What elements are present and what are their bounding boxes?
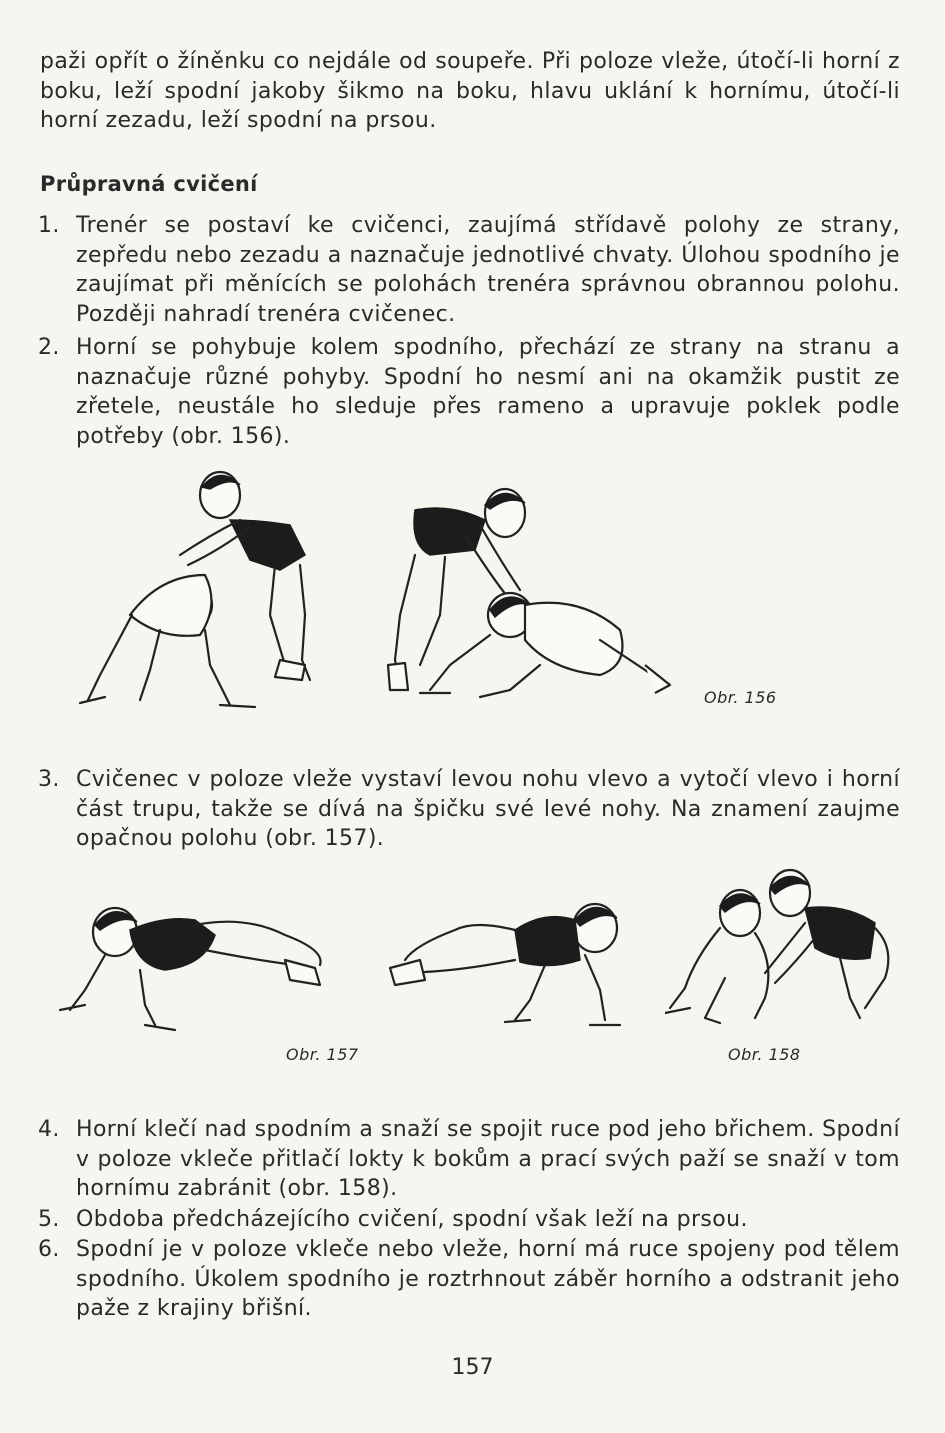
figure-157-caption: Obr. 157 [286, 1045, 359, 1064]
wrestler-kneeling-right [420, 593, 670, 697]
list-item-5 [38, 1205, 900, 1235]
wrestler-prone-left [60, 908, 321, 1030]
list-item-text: Horní se pohybuje kolem spodního, přechází ze strany na stranu a naznačuje různé pohyby. Spodní ho nesmí ani na okamžik pustit ze zřetele, neustále ho sleduje přes rameno a upravuje poklek podle potřeby (obr. 156). [76, 335, 900, 449]
figure-156-illustration [70, 465, 690, 725]
section-heading: Průpravná cvičení [40, 172, 258, 196]
page-number: 157 [451, 1355, 494, 1380]
list-item-2 [38, 333, 900, 451]
wrestler-prone-right [390, 904, 620, 1025]
list-item-1 [38, 211, 900, 329]
list-item-number: 1. [38, 213, 60, 238]
list-item-text: Cvičenec v poloze vleže vystaví levou nohu vlevo a vytočí vlevo i horní část trupu, takže se dívá na špičku své levé nohy. Na znamení zaujme opačnou polohu (obr. 157). [76, 767, 900, 851]
list-item-number: 4. [38, 1117, 60, 1142]
list-item-number: 5. [38, 1207, 60, 1232]
figure-156-caption: Obr. 156 [704, 688, 777, 707]
list-item-text: Spodní je v poloze vkleče nebo vleže, horní má ruce spojeny pod tělem spodního. Úkolem spodního je roztrhnout záběr horního a odstranit jeho paže z krajiny břišní. [76, 1237, 900, 1321]
intro-paragraph: paži opřít o žíněnku co nejdále od soupeře. Při poloze vleže, útočí-li horní z boku, leží spodní jakoby šikmo na boku, hlavu uklání k hornímu, útočí-li horní zezadu, leží spodní na prsou. [40, 49, 900, 133]
figure-158-caption: Obr. 158 [728, 1045, 801, 1064]
figure-157-illustration [45, 890, 645, 1040]
list-item-number: 2. [38, 335, 60, 360]
list-item-number: 6. [38, 1237, 60, 1262]
list-item-4 [38, 1115, 900, 1204]
list-item-6 [38, 1235, 900, 1324]
list-item-3 [38, 765, 900, 854]
list-item-text: Trenér se postaví ke cvičenci, zaujímá střídavě polohy ze strany, zepředu nebo zezadu a naznačuje jednotlivé chvaty. Úlohou spodního je zaujímat při měnících se polohách trenéra správnou obrannou polohu. Později nahradí trenéra cvičenec. [76, 213, 900, 327]
wrestler-top-kneeling [765, 870, 888, 1018]
figure-158-illustration [665, 868, 900, 1033]
wrestler-bottom-kneeling [665, 890, 768, 1023]
list-item-number: 3. [38, 767, 60, 792]
wrestler-kneeling-left [80, 575, 255, 707]
list-item-text: Obdoba předcházejícího cvičení, spodní však leží na prsou. [76, 1207, 748, 1232]
list-item-text: Horní klečí nad spodním a snaží se spojit ruce pod jeho břichem. Spodní v poloze vkleče přitlačí lokty k bokům a prací svých paží se snaží v tom hornímu zabránit (obr. 158). [76, 1117, 900, 1201]
